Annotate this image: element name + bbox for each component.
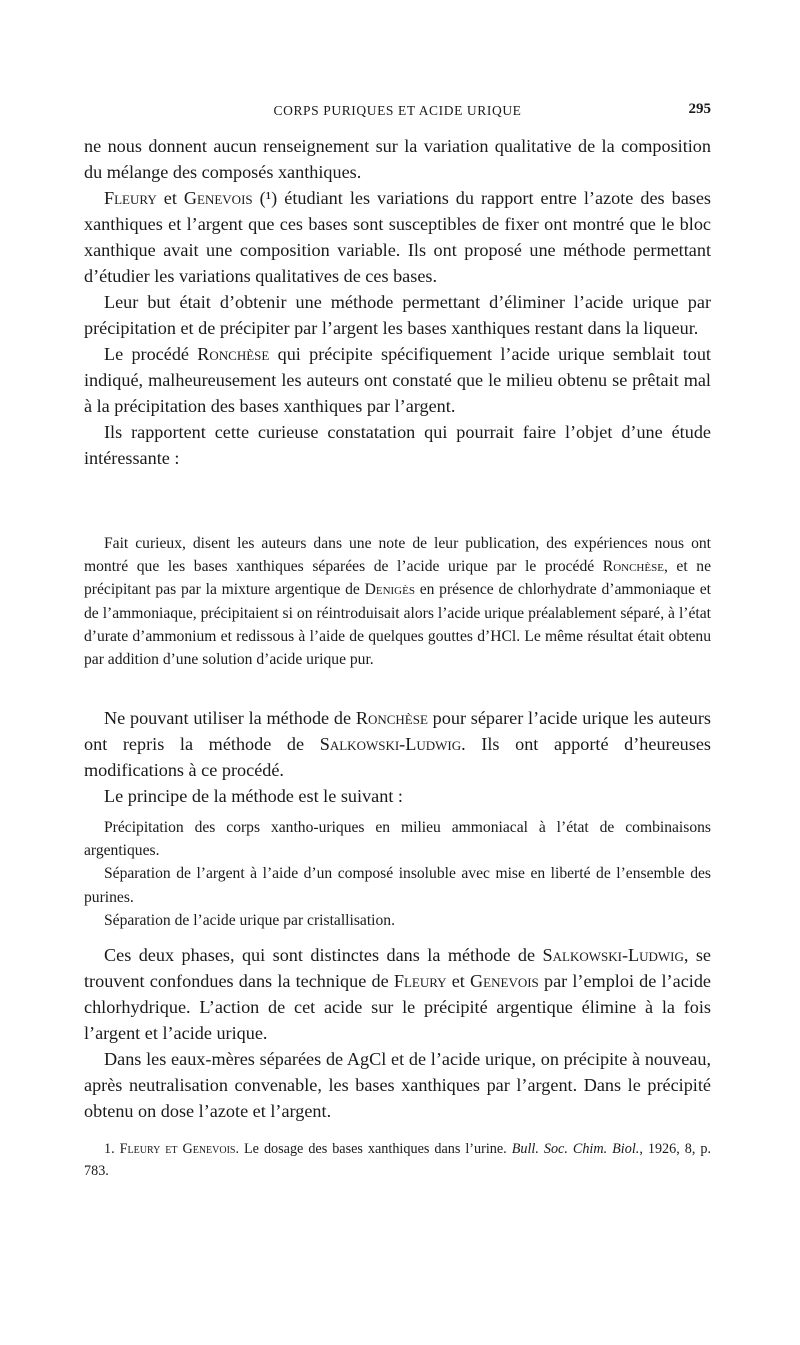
method-name: Salkowski-Ludwig (319, 734, 462, 754)
method-name: Ronchèse (602, 558, 664, 576)
paragraph-7: Le principe de la méthode est le suivant : (104, 786, 403, 806)
step-item: Précipitation des corps xantho-uriques en milieu ammoniacal à l’état de combinaisons argentiques. (84, 819, 711, 860)
method-name: Ronchèse (355, 708, 428, 728)
paragraph-3: Leur but était d’obtenir une méthode permettant d’éliminer l’acide urique par précipitation et de précipiter par l’argent les bases xanthiques restant dans la liqueur. (84, 292, 711, 338)
text-span: , et ne précipitant pas par la mixture argentique de (84, 558, 711, 599)
text-span: Ces deux phases, qui sont distinctes dans la méthode de (104, 945, 543, 965)
text-span: Le procédé (104, 344, 198, 364)
paragraph-8 (84, 942, 711, 1046)
conjunction: et (156, 188, 184, 208)
footnote-details: , 1926, 8, p. 783. (84, 1141, 712, 1179)
conjunction: et (446, 971, 471, 991)
text-span: par l’emploi de l’acide chlorhydrique. L’action de cet acide sur le précipité argentique élimine à la fois l’argent et l’acide urique. (84, 971, 711, 1043)
text-span: Fait curieux, disent les auteurs dans une note de leur publication, des expériences nous ont montré que les bases xanthiques séparées de l’acide urique par le procédé (84, 535, 711, 576)
author-name: Fleury (393, 971, 447, 991)
text-span: qui précipite spécifiquement l’acide urique semblait tout indiqué, malheureusement les auteurs ont constaté que le milieu obtenu se prêtait mal à la précipitation des bases xanthiques par l’argent. (84, 344, 711, 416)
text-span: . Ils ont apporté d’heureuses modifications à ce procédé. (84, 734, 712, 780)
paragraph-text: étudiant les variations du rapport entre l’azote des bases xanthiques et l’argent que ces bases sont susceptibles de fixer ont montré que le bloc xanthique avait une composition variable. Ils ont proposé une méthode permettant d’étudier les variations qualitatives de ces bases. (84, 188, 711, 286)
paragraph-9: Dans les eaux-mères séparées de AgCl et de l’acide urique, on précipite à nouveau, après neutralisation convenable, les bases xanthiques par l’argent. Dans le précipité obtenu on dose l’azote et l’argent. (84, 1049, 711, 1121)
footnote-title: Le dosage des bases xanthiques dans l’urine. (239, 1141, 512, 1157)
footnote-number: 1. (104, 1141, 115, 1157)
footnote-ref: (¹) (259, 188, 278, 208)
running-head: CORPS PURIQUES ET ACIDE URIQUE (273, 103, 522, 118)
step-item: Séparation de l’acide urique par cristallisation. (104, 911, 395, 929)
footnote-journal: Bull. Soc. Chim. Biol. (511, 1141, 640, 1157)
paragraph-2 (84, 185, 711, 289)
method-name: Salkowski-Ludwig (542, 945, 684, 965)
text-span: Ne pouvant utiliser la méthode de (104, 708, 356, 728)
author-name: Genevois (183, 188, 253, 208)
page-number: 295 (688, 101, 711, 117)
quote-paragraph (84, 532, 711, 671)
text-span: pour séparer l’acide urique les auteurs ont repris la méthode de (84, 708, 711, 754)
paragraph-5: Ils rapportent cette curieuse constatation qui pourrait faire l’objet d’une étude intéressante : (84, 422, 711, 468)
step-item: Séparation de l’argent à l’aide d’un composé insoluble avec mise en liberté de l’ensemble des purines. (84, 865, 711, 906)
author-name: Fleury (104, 188, 157, 208)
paragraph-6 (84, 705, 711, 783)
method-name: Ronchèse (197, 344, 270, 364)
author-name: Denigès (364, 581, 415, 599)
text-span: en présence de chlorhydrate d’ammoniaque et de l’ammoniaque, précipitaient si on réintroduisait alors l’acide urique préalablement séparé, à l’état d’urate d’ammonium et redissous à l’aide de quelques gouttes d’HCl. Le même résultat était obtenu par addition d’une solution d’acide urique pur. (84, 581, 711, 669)
author-name: Genevois (470, 971, 539, 991)
body-section-2 (84, 705, 711, 809)
body-section-3 (84, 942, 711, 1124)
paragraph-4 (84, 341, 711, 419)
footnote-text (84, 1138, 711, 1182)
body-section-1 (84, 133, 711, 471)
method-steps (84, 816, 711, 932)
footnote-authors: Fleury et Genevois. (119, 1141, 240, 1157)
footnote (84, 1138, 711, 1182)
paragraph-1: ne nous donnent aucun renseignement sur la variation qualitative de la composition du mélange des composés xanthiques. (84, 136, 711, 182)
quoted-note (84, 532, 711, 671)
page-header (84, 101, 711, 123)
text-span: , se trouvent confondues dans la technique de (84, 945, 712, 991)
